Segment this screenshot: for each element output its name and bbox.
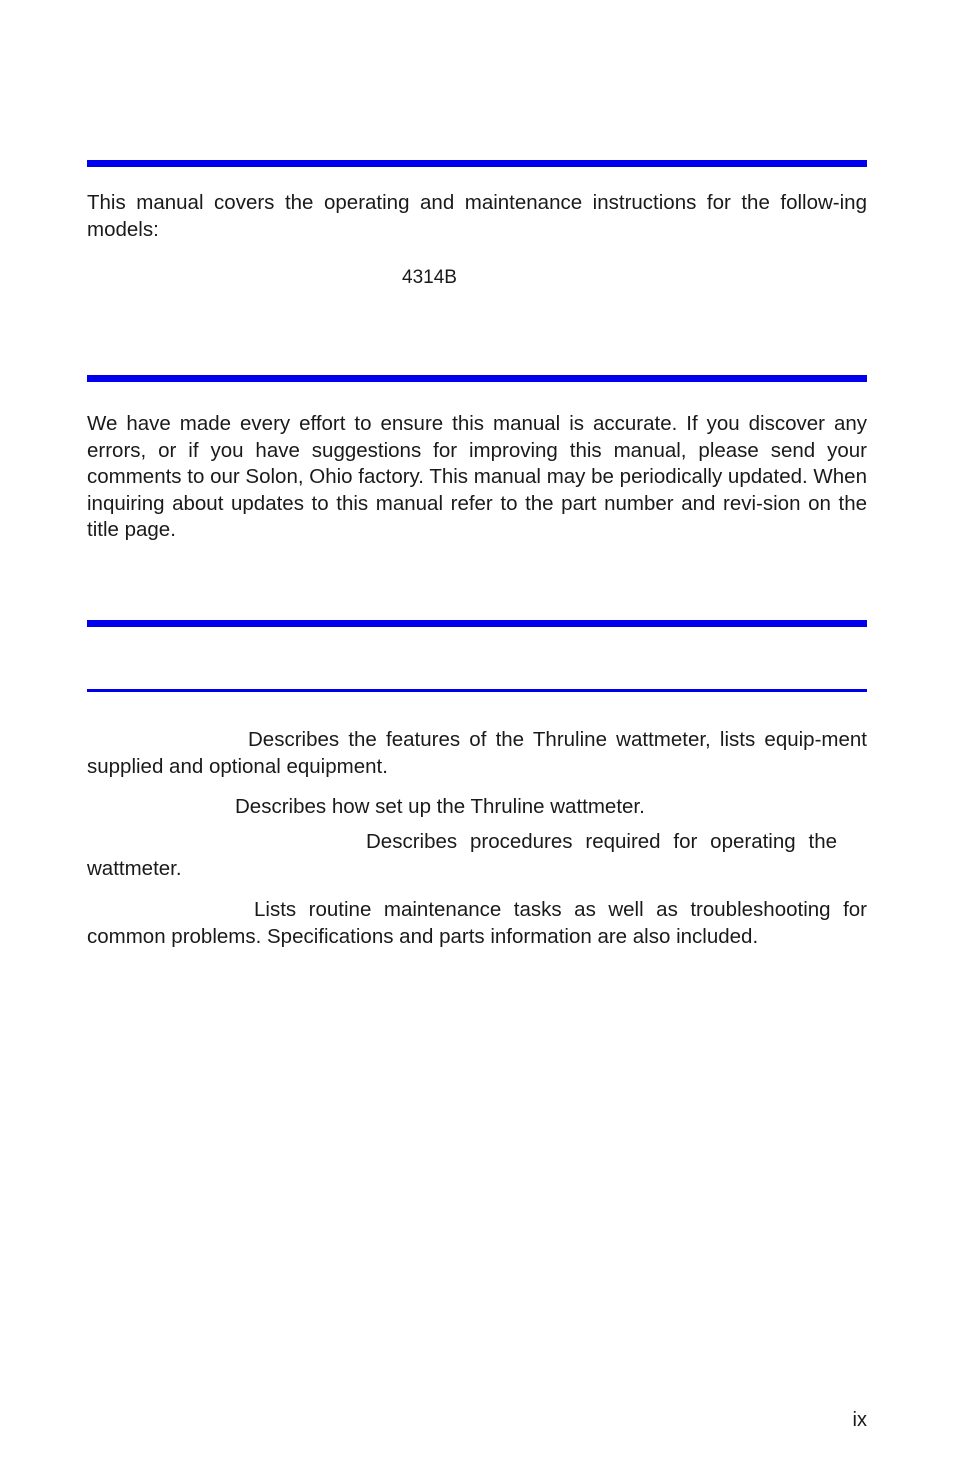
chapter-maintenance-description: Lists routine maintenance tasks as well as troubleshooting for common problems. Specifications and parts information are also included. [87,898,867,948]
section-rule-changes [87,375,867,382]
chapter-setup-description: Describes how set up the Thruline wattmeter. [235,795,645,818]
page-number: ix [852,1409,867,1431]
section-rule-scope [87,160,867,167]
chapter-intro-description: Describes the features of the Thruline wattmeter, lists equip-ment supplied and optional equipment. [87,728,867,778]
chapter-operation-description: Describes procedures required for operating the wattmeter. [87,830,837,880]
section-rule-chapter-layout [87,620,867,627]
scope-paragraph: This manual covers the operating and maintenance instructions for the follow-ing models: [87,191,867,241]
section-rule-chapter-list [87,689,867,692]
changes-paragraph: We have made every effort to ensure this manual is accurate. If you discover any errors, or if you have suggestions for improving this manual, please send your comments to our Solon, Ohio factory. This manual may be periodically updated. When inquiring about updates to this manual refer to the part number and revi-sion on the title page. [87,412,867,541]
model-number: 4314B [402,267,457,288]
